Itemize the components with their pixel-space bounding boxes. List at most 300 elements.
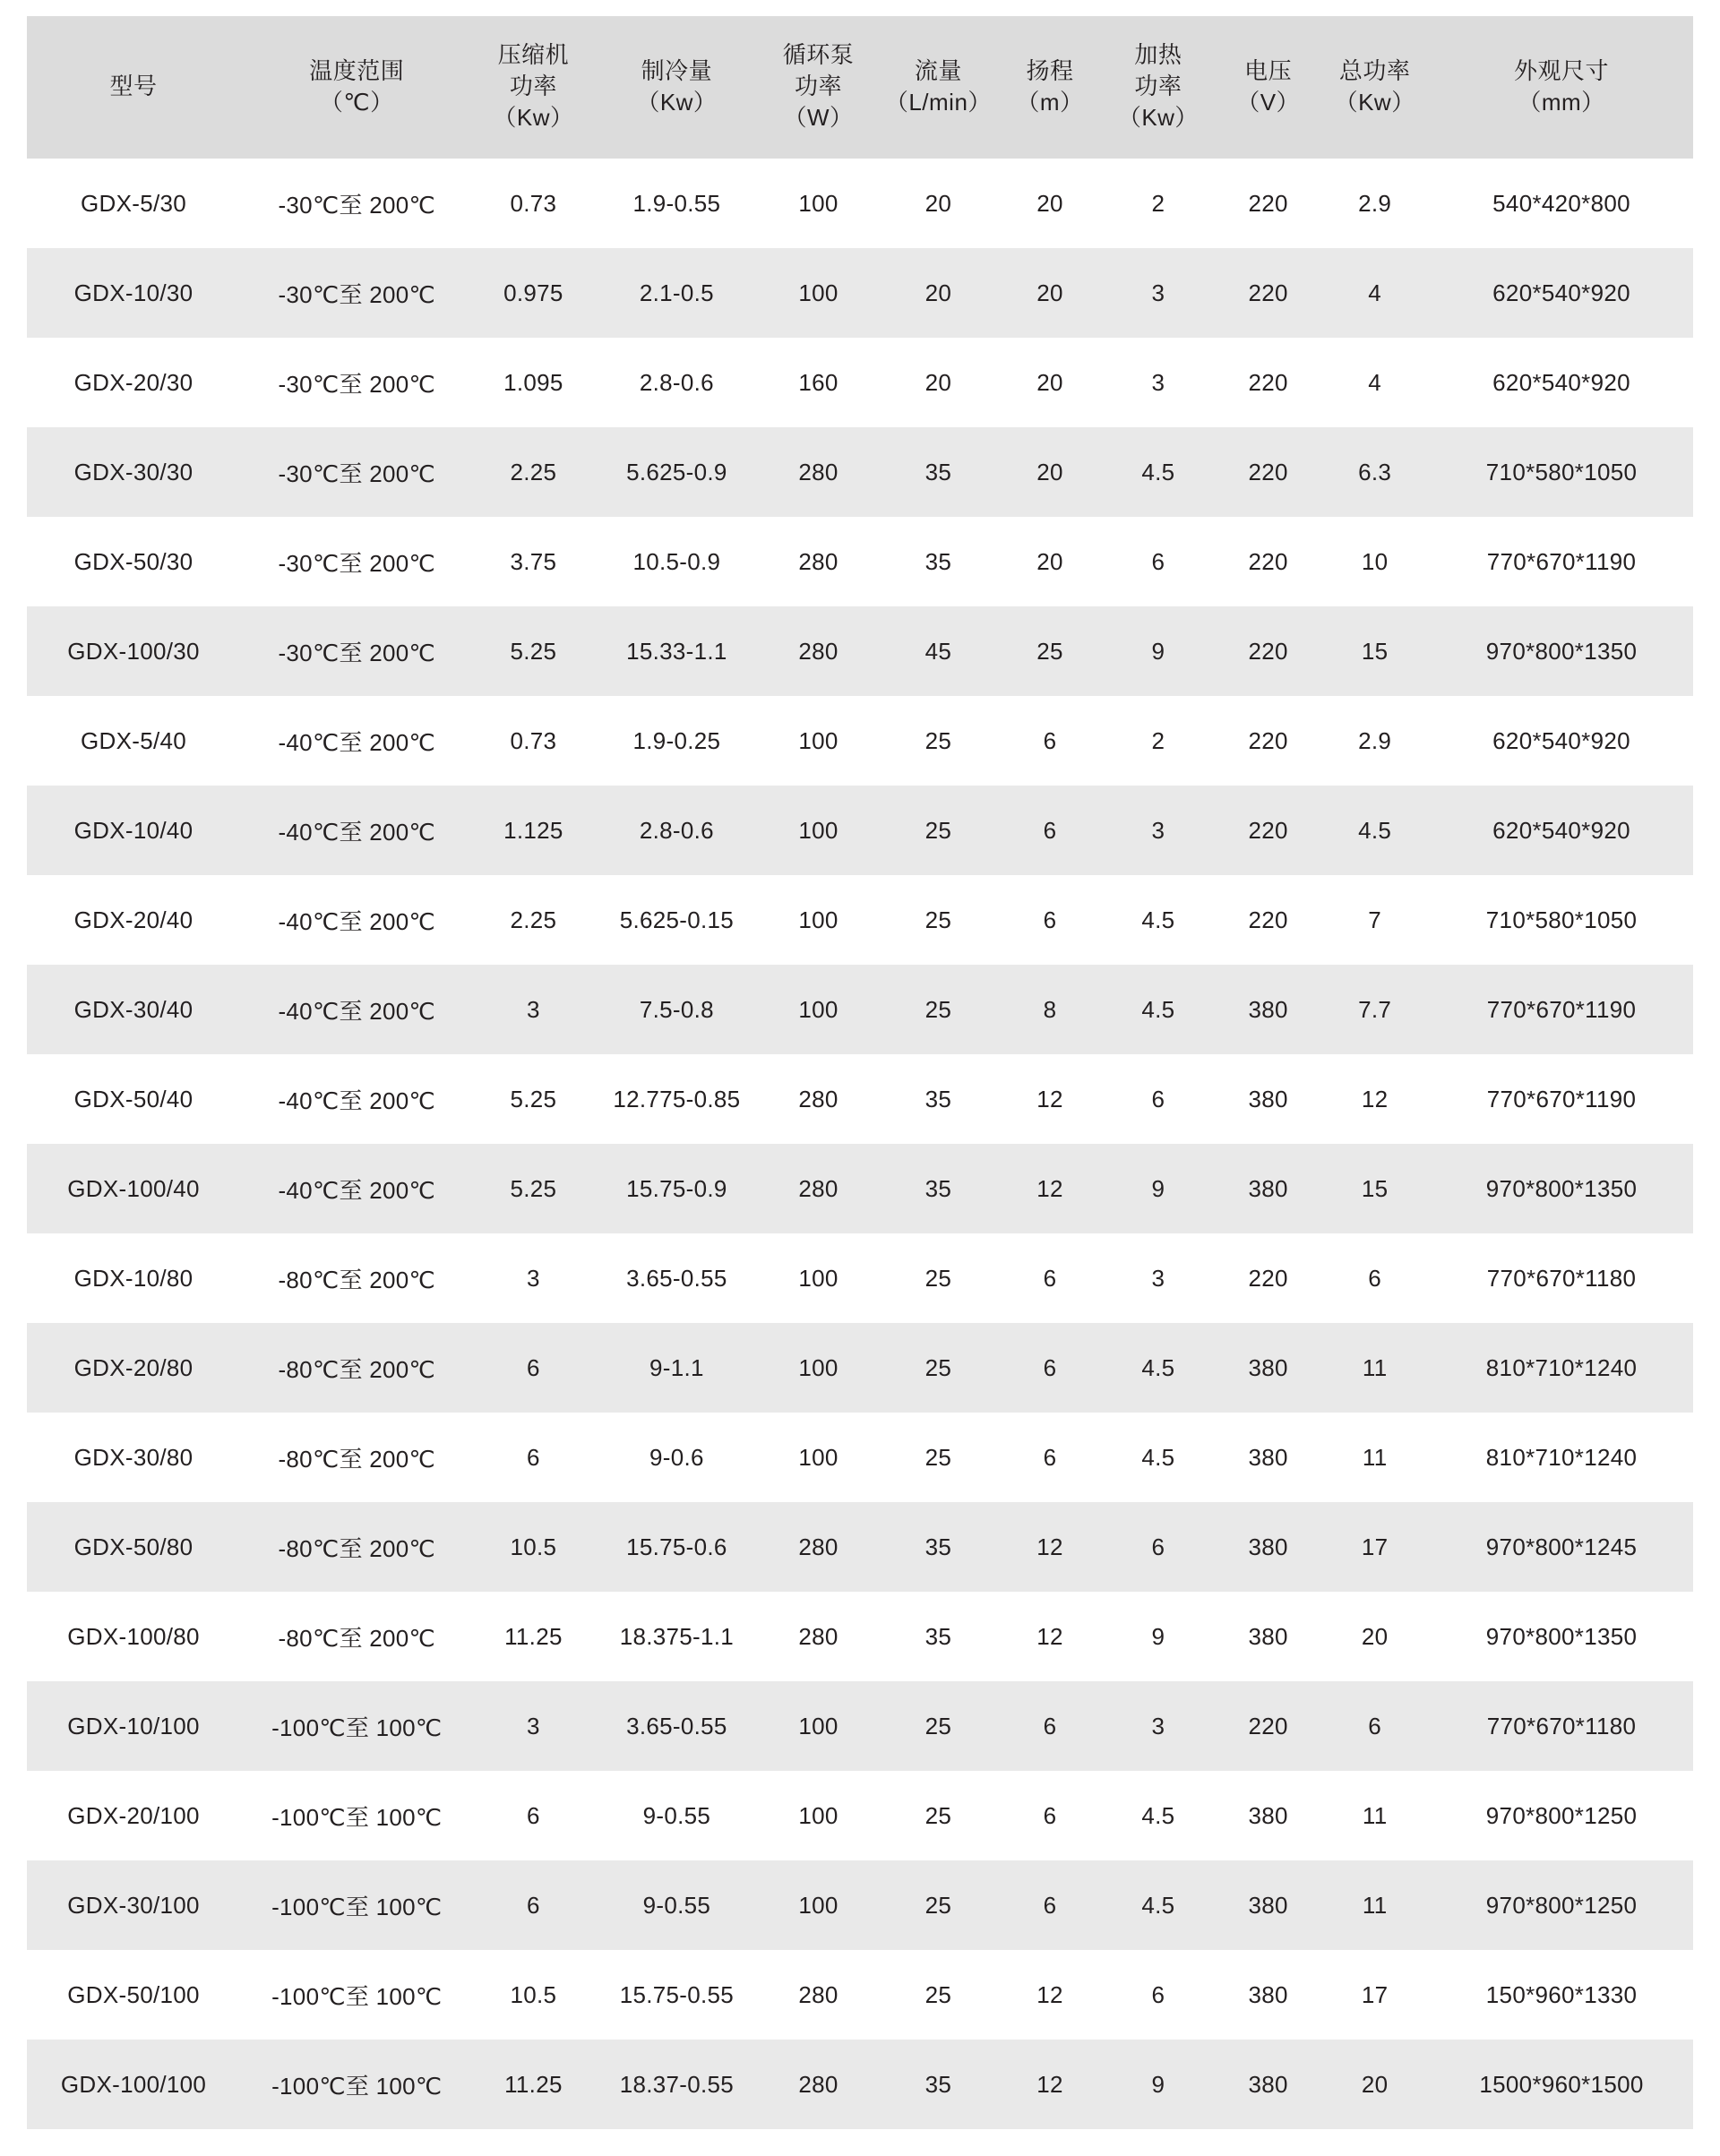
cell-heating-power: 2	[1100, 696, 1217, 786]
column-header-heating-power	[1100, 16, 1217, 159]
column-header-temperature-range	[240, 16, 473, 159]
cell-cooling-capacity: 15.75-0.6	[593, 1502, 760, 1592]
cell-flow-rate: 25	[877, 1771, 1001, 1860]
cell-flow-rate: 45	[877, 606, 1001, 696]
cell-voltage: 380	[1217, 1950, 1320, 2040]
cell-flow-rate: 25	[877, 786, 1001, 875]
cell-lift-head: 6	[1000, 1681, 1100, 1771]
cell-heating-power: 6	[1100, 1054, 1217, 1144]
table-row	[27, 1950, 1693, 2040]
column-header-line: 压缩机	[497, 41, 570, 68]
column-header-compressor-power	[473, 16, 593, 159]
cell-heating-power: 6	[1100, 1950, 1217, 2040]
cell-cooling-capacity: 15.33-1.1	[593, 606, 760, 696]
cell-voltage: 380	[1217, 1323, 1320, 1413]
column-header-line: 循环泵	[782, 41, 855, 68]
cell-circulation-pump-power: 280	[760, 427, 876, 517]
column-header-lift-head	[1000, 16, 1100, 159]
cell-compressor-power: 6	[473, 1771, 593, 1860]
cell-compressor-power: 1.125	[473, 786, 593, 875]
column-header-voltage	[1217, 16, 1320, 159]
cell-flow-rate: 35	[877, 1144, 1001, 1233]
column-header-line: 功率	[509, 73, 557, 100]
cell-temperature-range: -80℃至 200℃	[240, 1592, 473, 1681]
cell-total-power: 4	[1320, 248, 1430, 338]
column-header-line: 流量	[914, 56, 962, 84]
cell-temperature-range: -100℃至 100℃	[240, 1950, 473, 2040]
cell-cooling-capacity: 18.37-0.55	[593, 2040, 760, 2129]
column-header-line: （Kw）	[1334, 88, 1415, 116]
cell-dimensions: 710*580*1050	[1430, 427, 1693, 517]
cell-compressor-power: 10.5	[473, 1950, 593, 2040]
cell-model: GDX-10/30	[27, 248, 240, 338]
cell-dimensions: 810*710*1240	[1430, 1323, 1693, 1413]
cell-model: GDX-5/40	[27, 696, 240, 786]
cell-lift-head: 25	[1000, 606, 1100, 696]
cell-temperature-range: -40℃至 200℃	[240, 1144, 473, 1233]
cell-total-power: 6	[1320, 1681, 1430, 1771]
cell-circulation-pump-power: 100	[760, 1771, 876, 1860]
cell-lift-head: 12	[1000, 1592, 1100, 1681]
cell-cooling-capacity: 9-0.6	[593, 1413, 760, 1502]
cell-flow-rate: 25	[877, 1233, 1001, 1323]
cell-temperature-range: -100℃至 100℃	[240, 1860, 473, 1950]
cell-voltage: 380	[1217, 2040, 1320, 2129]
cell-cooling-capacity: 2.1-0.5	[593, 248, 760, 338]
column-header-line: 加热	[1134, 41, 1182, 68]
cell-total-power: 20	[1320, 1592, 1430, 1681]
cell-cooling-capacity: 7.5-0.8	[593, 965, 760, 1054]
cell-voltage: 220	[1217, 517, 1320, 606]
cell-model: GDX-50/100	[27, 1950, 240, 2040]
cell-circulation-pump-power: 100	[760, 1413, 876, 1502]
table-row	[27, 1860, 1693, 1950]
table-row	[27, 338, 1693, 427]
column-header-line: 制冷量	[641, 56, 713, 84]
cell-lift-head: 20	[1000, 338, 1100, 427]
cell-temperature-range: -80℃至 200℃	[240, 1413, 473, 1502]
cell-model: GDX-30/30	[27, 427, 240, 517]
table-body	[27, 159, 1693, 2129]
column-header-line: 型号	[109, 73, 158, 100]
cell-heating-power: 4.5	[1100, 965, 1217, 1054]
cell-temperature-range: -80℃至 200℃	[240, 1502, 473, 1592]
cell-temperature-range: -30℃至 200℃	[240, 606, 473, 696]
table-row	[27, 606, 1693, 696]
cell-temperature-range: -100℃至 100℃	[240, 2040, 473, 2129]
cell-voltage: 220	[1217, 1233, 1320, 1323]
cell-circulation-pump-power: 100	[760, 875, 876, 965]
cell-dimensions: 970*800*1250	[1430, 1860, 1693, 1950]
cell-temperature-range: -100℃至 100℃	[240, 1681, 473, 1771]
cell-flow-rate: 35	[877, 517, 1001, 606]
cell-model: GDX-10/40	[27, 786, 240, 875]
column-header-line: （m）	[1016, 88, 1084, 116]
table-row	[27, 1054, 1693, 1144]
cell-total-power: 11	[1320, 1771, 1430, 1860]
cell-total-power: 7	[1320, 875, 1430, 965]
cell-model: GDX-100/80	[27, 1592, 240, 1681]
cell-circulation-pump-power: 280	[760, 1950, 876, 2040]
cell-compressor-power: 3	[473, 965, 593, 1054]
cell-cooling-capacity: 2.8-0.6	[593, 338, 760, 427]
cell-lift-head: 12	[1000, 2040, 1100, 2129]
table-row	[27, 1233, 1693, 1323]
column-header-line: （Kw）	[636, 88, 718, 116]
cell-model: GDX-20/30	[27, 338, 240, 427]
cell-total-power: 20	[1320, 2040, 1430, 2129]
cell-dimensions: 970*800*1350	[1430, 1144, 1693, 1233]
cell-voltage: 220	[1217, 338, 1320, 427]
cell-circulation-pump-power: 100	[760, 1860, 876, 1950]
cell-flow-rate: 20	[877, 248, 1001, 338]
table-row	[27, 1592, 1693, 1681]
cell-flow-rate: 25	[877, 1860, 1001, 1950]
cell-voltage: 220	[1217, 427, 1320, 517]
cell-cooling-capacity: 2.8-0.6	[593, 786, 760, 875]
table-row	[27, 965, 1693, 1054]
cell-voltage: 380	[1217, 1144, 1320, 1233]
column-header-model	[27, 16, 240, 159]
cell-dimensions: 620*540*920	[1430, 696, 1693, 786]
cell-model: GDX-10/100	[27, 1681, 240, 1771]
cell-total-power: 6.3	[1320, 427, 1430, 517]
cell-circulation-pump-power: 100	[760, 248, 876, 338]
cell-voltage: 380	[1217, 1860, 1320, 1950]
cell-heating-power: 4.5	[1100, 1860, 1217, 1950]
cell-compressor-power: 11.25	[473, 2040, 593, 2129]
cell-total-power: 4.5	[1320, 786, 1430, 875]
cell-lift-head: 6	[1000, 1413, 1100, 1502]
cell-temperature-range: -30℃至 200℃	[240, 248, 473, 338]
cell-temperature-range: -80℃至 200℃	[240, 1233, 473, 1323]
cell-dimensions: 970*800*1250	[1430, 1771, 1693, 1860]
table-header	[27, 16, 1693, 159]
cell-lift-head: 12	[1000, 1502, 1100, 1592]
cell-heating-power: 4.5	[1100, 875, 1217, 965]
cell-cooling-capacity: 9-0.55	[593, 1860, 760, 1950]
cell-cooling-capacity: 1.9-0.25	[593, 696, 760, 786]
column-header-line: （mm）	[1518, 88, 1605, 116]
cell-heating-power: 9	[1100, 2040, 1217, 2129]
cell-total-power: 10	[1320, 517, 1430, 606]
cell-cooling-capacity: 1.9-0.55	[593, 159, 760, 248]
cell-circulation-pump-power: 280	[760, 1502, 876, 1592]
cell-temperature-range: -30℃至 200℃	[240, 159, 473, 248]
table-row	[27, 1413, 1693, 1502]
cell-model: GDX-100/40	[27, 1144, 240, 1233]
cell-cooling-capacity: 9-0.55	[593, 1771, 760, 1860]
cell-compressor-power: 11.25	[473, 1592, 593, 1681]
cell-dimensions: 970*800*1245	[1430, 1502, 1693, 1592]
cell-total-power: 6	[1320, 1233, 1430, 1323]
cell-circulation-pump-power: 100	[760, 1323, 876, 1413]
cell-temperature-range: -40℃至 200℃	[240, 875, 473, 965]
column-header-line: （L/min）	[884, 88, 992, 116]
cell-flow-rate: 35	[877, 1592, 1001, 1681]
cell-circulation-pump-power: 280	[760, 606, 876, 696]
column-header-line: 扬程	[1026, 56, 1074, 84]
column-header-dimensions	[1430, 16, 1693, 159]
cell-voltage: 380	[1217, 965, 1320, 1054]
cell-compressor-power: 3	[473, 1233, 593, 1323]
cell-total-power: 12	[1320, 1054, 1430, 1144]
cell-dimensions: 620*540*920	[1430, 786, 1693, 875]
cell-temperature-range: -40℃至 200℃	[240, 965, 473, 1054]
cell-voltage: 220	[1217, 606, 1320, 696]
cell-voltage: 220	[1217, 786, 1320, 875]
cell-total-power: 11	[1320, 1323, 1430, 1413]
cell-circulation-pump-power: 100	[760, 159, 876, 248]
cell-lift-head: 6	[1000, 786, 1100, 875]
cell-voltage: 380	[1217, 1592, 1320, 1681]
cell-cooling-capacity: 5.625-0.15	[593, 875, 760, 965]
cell-lift-head: 20	[1000, 427, 1100, 517]
cell-compressor-power: 2.25	[473, 875, 593, 965]
cell-flow-rate: 25	[877, 1323, 1001, 1413]
cell-heating-power: 3	[1100, 1233, 1217, 1323]
cell-compressor-power: 10.5	[473, 1502, 593, 1592]
cell-circulation-pump-power: 100	[760, 1233, 876, 1323]
cell-dimensions: 150*960*1330	[1430, 1950, 1693, 2040]
cell-cooling-capacity: 15.75-0.55	[593, 1950, 760, 2040]
table-row	[27, 159, 1693, 248]
cell-voltage: 220	[1217, 248, 1320, 338]
cell-circulation-pump-power: 160	[760, 338, 876, 427]
cell-heating-power: 4.5	[1100, 427, 1217, 517]
cell-cooling-capacity: 5.625-0.9	[593, 427, 760, 517]
cell-model: GDX-50/30	[27, 517, 240, 606]
cell-dimensions: 1500*960*1500	[1430, 2040, 1693, 2129]
cell-model: GDX-100/30	[27, 606, 240, 696]
cell-heating-power: 4.5	[1100, 1771, 1217, 1860]
cell-flow-rate: 35	[877, 427, 1001, 517]
cell-voltage: 220	[1217, 1681, 1320, 1771]
table-row	[27, 875, 1693, 965]
cell-compressor-power: 6	[473, 1323, 593, 1413]
table-row	[27, 786, 1693, 875]
cell-compressor-power: 6	[473, 1413, 593, 1502]
cell-circulation-pump-power: 100	[760, 965, 876, 1054]
cell-temperature-range: -40℃至 200℃	[240, 1054, 473, 1144]
cell-voltage: 380	[1217, 1413, 1320, 1502]
specification-table	[27, 16, 1693, 2129]
cell-heating-power: 9	[1100, 1592, 1217, 1681]
cell-total-power: 7.7	[1320, 965, 1430, 1054]
cell-compressor-power: 3	[473, 1681, 593, 1771]
cell-dimensions: 770*670*1190	[1430, 517, 1693, 606]
column-header-line: （Kw）	[493, 104, 574, 132]
cell-total-power: 11	[1320, 1413, 1430, 1502]
table-row	[27, 1144, 1693, 1233]
cell-compressor-power: 6	[473, 1860, 593, 1950]
cell-dimensions: 770*670*1190	[1430, 1054, 1693, 1144]
cell-dimensions: 540*420*800	[1430, 159, 1693, 248]
cell-dimensions: 620*540*920	[1430, 338, 1693, 427]
cell-heating-power: 3	[1100, 248, 1217, 338]
cell-circulation-pump-power: 280	[760, 2040, 876, 2129]
column-header-line: （W）	[783, 104, 854, 132]
cell-circulation-pump-power: 280	[760, 517, 876, 606]
column-header-line: 功率	[794, 73, 842, 100]
cell-cooling-capacity: 15.75-0.9	[593, 1144, 760, 1233]
cell-dimensions: 710*580*1050	[1430, 875, 1693, 965]
cell-total-power: 11	[1320, 1860, 1430, 1950]
cell-total-power: 2.9	[1320, 159, 1430, 248]
cell-circulation-pump-power: 100	[760, 1681, 876, 1771]
cell-flow-rate: 20	[877, 159, 1001, 248]
cell-model: GDX-10/80	[27, 1233, 240, 1323]
column-header-line: 外观尺寸	[1514, 56, 1610, 84]
cell-flow-rate: 25	[877, 1950, 1001, 2040]
column-header-flow-rate	[877, 16, 1001, 159]
cell-heating-power: 6	[1100, 1502, 1217, 1592]
table-row	[27, 517, 1693, 606]
cell-flow-rate: 20	[877, 338, 1001, 427]
cell-flow-rate: 35	[877, 1054, 1001, 1144]
cell-total-power: 15	[1320, 1144, 1430, 1233]
cell-circulation-pump-power: 280	[760, 1054, 876, 1144]
cell-compressor-power: 5.25	[473, 606, 593, 696]
cell-compressor-power: 5.25	[473, 1144, 593, 1233]
cell-cooling-capacity: 10.5-0.9	[593, 517, 760, 606]
cell-cooling-capacity: 3.65-0.55	[593, 1681, 760, 1771]
cell-lift-head: 8	[1000, 965, 1100, 1054]
cell-model: GDX-5/30	[27, 159, 240, 248]
cell-lift-head: 6	[1000, 1860, 1100, 1950]
cell-dimensions: 770*670*1180	[1430, 1233, 1693, 1323]
column-header-line: 总功率	[1338, 56, 1411, 84]
cell-circulation-pump-power: 280	[760, 1144, 876, 1233]
column-header-line: （℃）	[319, 88, 394, 116]
cell-lift-head: 20	[1000, 159, 1100, 248]
cell-heating-power: 4.5	[1100, 1413, 1217, 1502]
cell-heating-power: 6	[1100, 517, 1217, 606]
cell-flow-rate: 25	[877, 696, 1001, 786]
table-row	[27, 1502, 1693, 1592]
cell-temperature-range: -40℃至 200℃	[240, 696, 473, 786]
table-row	[27, 2040, 1693, 2129]
cell-total-power: 17	[1320, 1950, 1430, 2040]
cell-dimensions: 970*800*1350	[1430, 606, 1693, 696]
column-header-cooling-capacity	[593, 16, 760, 159]
cell-model: GDX-100/100	[27, 2040, 240, 2129]
cell-cooling-capacity: 9-1.1	[593, 1323, 760, 1413]
cell-compressor-power: 0.73	[473, 159, 593, 248]
cell-circulation-pump-power: 280	[760, 1592, 876, 1681]
cell-lift-head: 12	[1000, 1144, 1100, 1233]
cell-lift-head: 12	[1000, 1950, 1100, 2040]
cell-compressor-power: 0.73	[473, 696, 593, 786]
cell-lift-head: 6	[1000, 875, 1100, 965]
cell-lift-head: 20	[1000, 517, 1100, 606]
cell-flow-rate: 35	[877, 1502, 1001, 1592]
column-header-line: 温度范围	[309, 56, 405, 84]
cell-cooling-capacity: 3.65-0.55	[593, 1233, 760, 1323]
cell-total-power: 17	[1320, 1502, 1430, 1592]
cell-temperature-range: -80℃至 200℃	[240, 1323, 473, 1413]
column-header-total-power	[1320, 16, 1430, 159]
column-header-circulation-pump-power	[760, 16, 876, 159]
cell-flow-rate: 35	[877, 2040, 1001, 2129]
column-header-line: 电压	[1244, 56, 1293, 84]
cell-dimensions: 970*800*1350	[1430, 1592, 1693, 1681]
cell-compressor-power: 1.095	[473, 338, 593, 427]
table-header-row	[27, 16, 1693, 159]
cell-voltage: 220	[1217, 696, 1320, 786]
cell-voltage: 380	[1217, 1771, 1320, 1860]
table-row	[27, 1323, 1693, 1413]
cell-flow-rate: 25	[877, 875, 1001, 965]
cell-lift-head: 6	[1000, 696, 1100, 786]
cell-total-power: 15	[1320, 606, 1430, 696]
cell-voltage: 380	[1217, 1054, 1320, 1144]
cell-heating-power: 3	[1100, 1681, 1217, 1771]
cell-flow-rate: 25	[877, 1681, 1001, 1771]
cell-model: GDX-20/100	[27, 1771, 240, 1860]
table-row	[27, 1681, 1693, 1771]
cell-voltage: 380	[1217, 1502, 1320, 1592]
cell-temperature-range: -30℃至 200℃	[240, 427, 473, 517]
cell-heating-power: 3	[1100, 338, 1217, 427]
cell-compressor-power: 0.975	[473, 248, 593, 338]
cell-lift-head: 6	[1000, 1771, 1100, 1860]
cell-heating-power: 2	[1100, 159, 1217, 248]
cell-heating-power: 9	[1100, 606, 1217, 696]
cell-lift-head: 6	[1000, 1233, 1100, 1323]
cell-compressor-power: 3.75	[473, 517, 593, 606]
column-header-line: （Kw）	[1117, 104, 1199, 132]
cell-lift-head: 20	[1000, 248, 1100, 338]
cell-circulation-pump-power: 100	[760, 696, 876, 786]
table-row	[27, 1771, 1693, 1860]
cell-model: GDX-50/40	[27, 1054, 240, 1144]
cell-flow-rate: 25	[877, 1413, 1001, 1502]
cell-total-power: 4	[1320, 338, 1430, 427]
cell-temperature-range: -100℃至 100℃	[240, 1771, 473, 1860]
cell-cooling-capacity: 18.375-1.1	[593, 1592, 760, 1681]
cell-model: GDX-20/80	[27, 1323, 240, 1413]
cell-temperature-range: -30℃至 200℃	[240, 517, 473, 606]
cell-dimensions: 620*540*920	[1430, 248, 1693, 338]
cell-lift-head: 12	[1000, 1054, 1100, 1144]
cell-model: GDX-30/80	[27, 1413, 240, 1502]
cell-compressor-power: 5.25	[473, 1054, 593, 1144]
cell-heating-power: 3	[1100, 786, 1217, 875]
cell-dimensions: 810*710*1240	[1430, 1413, 1693, 1502]
cell-voltage: 220	[1217, 159, 1320, 248]
cell-cooling-capacity: 12.775-0.85	[593, 1054, 760, 1144]
cell-dimensions: 770*670*1190	[1430, 965, 1693, 1054]
cell-dimensions: 770*670*1180	[1430, 1681, 1693, 1771]
cell-total-power: 2.9	[1320, 696, 1430, 786]
cell-model: GDX-30/40	[27, 965, 240, 1054]
cell-model: GDX-20/40	[27, 875, 240, 965]
table-row	[27, 427, 1693, 517]
cell-model: GDX-30/100	[27, 1860, 240, 1950]
column-header-line: 功率	[1134, 73, 1182, 100]
cell-circulation-pump-power: 100	[760, 786, 876, 875]
column-header-line: （V）	[1236, 88, 1301, 116]
cell-compressor-power: 2.25	[473, 427, 593, 517]
table-row	[27, 696, 1693, 786]
cell-lift-head: 6	[1000, 1323, 1100, 1413]
cell-temperature-range: -30℃至 200℃	[240, 338, 473, 427]
cell-voltage: 220	[1217, 875, 1320, 965]
cell-heating-power: 9	[1100, 1144, 1217, 1233]
cell-heating-power: 4.5	[1100, 1323, 1217, 1413]
table-row	[27, 248, 1693, 338]
